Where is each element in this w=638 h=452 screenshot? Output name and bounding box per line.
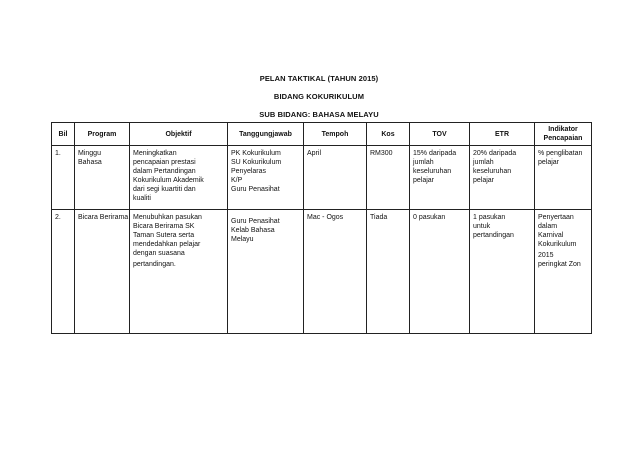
cell-line: Penyelaras: [231, 168, 267, 175]
cell-tempoh: April: [304, 146, 367, 210]
table-row: [52, 210, 592, 334]
cell-line: untuk: [473, 223, 491, 230]
cell-line: Menubuhkan pasukan: [133, 214, 202, 221]
cell-line: 0 pasukan: [413, 214, 446, 221]
cell-line: Guru Penasihat: [231, 218, 280, 225]
cell-kos: Tiada: [367, 210, 410, 334]
cell-line: keseluruhan: [473, 168, 512, 175]
column-header-tov: TOV: [410, 123, 470, 146]
cell-line: Kokurikulum Akademik: [133, 177, 204, 184]
cell-line: Karnival: [538, 232, 564, 239]
cell-line: pertandingan.: [133, 261, 176, 268]
cell-tempoh: Mac - Ogos: [304, 210, 367, 334]
cell-line: dalam Pertandingan: [133, 168, 196, 175]
cell-line: 2015: [538, 252, 554, 259]
cell-etr: [470, 210, 535, 334]
cell-indikator: [535, 210, 592, 334]
cell-line: pelajar: [413, 177, 435, 184]
cell-line: kualiti: [133, 195, 151, 202]
column-header-etr: ETR: [470, 123, 535, 146]
cell-bil: 2.: [52, 210, 75, 334]
cell-line: Taman Sutera serta: [133, 232, 195, 239]
tactical-plan-table: [51, 122, 592, 334]
document-title: PELAN TAKTIKAL (TAHUN 2015): [259, 74, 379, 83]
cell-line: 15% daripada: [413, 150, 457, 157]
cell-etr: [470, 146, 535, 210]
cell-line: pencapaian prestasi: [133, 159, 196, 166]
column-header-tanggungjawab: Tanggungjawab: [228, 123, 304, 146]
column-header-kos: Kos: [367, 123, 410, 146]
cell-line: jumlah: [473, 159, 494, 166]
cell-bil: 1.: [52, 146, 75, 210]
cell-tanggungjawab: [228, 210, 304, 334]
cell-tov: [410, 146, 470, 210]
cell-line: Kokurikulum: [538, 241, 577, 248]
cell-program: Minggu Bahasa: [75, 146, 130, 210]
cell-tov: [410, 210, 470, 334]
cell-line: pelajar: [538, 159, 560, 166]
cell-kos: RM300: [367, 146, 410, 210]
column-header-objektif: Objektif: [130, 123, 228, 146]
cell-line: % penglibatan: [538, 150, 583, 157]
bidang-heading: BIDANG KOKURIKULUM: [273, 92, 365, 101]
table-header-row: [52, 123, 592, 146]
cell-line: Bicara Berirama SK: [133, 223, 195, 230]
cell-line: peringkat Zon: [538, 261, 581, 268]
cell-line: SU Kokurikulum: [231, 159, 282, 166]
cell-line: keseluruhan: [413, 168, 452, 175]
column-header-tempoh: Tempoh: [304, 123, 367, 146]
cell-line: Meningkatkan: [133, 150, 177, 157]
cell-line: jumlah: [413, 159, 434, 166]
column-header-bil: Bil: [52, 123, 75, 146]
column-header-indikator: Indikator Pencapaian: [535, 123, 592, 146]
cell-line: K/P: [231, 177, 243, 184]
cell-program: Bicara Berirama: [75, 210, 130, 334]
cell-line: dari segi kuartiti dan: [133, 186, 196, 193]
table-row: [52, 146, 592, 210]
cell-line: Kelab Bahasa: [231, 227, 275, 234]
cell-line: dengan suasana: [133, 250, 185, 257]
cell-line: Melayu: [231, 236, 254, 243]
cell-objektif: [130, 146, 228, 210]
cell-indikator: [535, 146, 592, 210]
cell-line: Penyertaan: [538, 214, 574, 221]
cell-objektif: [130, 210, 228, 334]
sub-bidang-heading: SUB BIDANG: BAHASA MELAYU: [259, 110, 379, 119]
cell-line: pertandingan: [473, 232, 514, 239]
cell-line: pelajar: [473, 177, 495, 184]
cell-tanggungjawab: [228, 146, 304, 210]
cell-line: mendedahkan pelajar: [133, 241, 201, 248]
cell-line: 20% daripada: [473, 150, 517, 157]
cell-line: PK Kokurikulum: [231, 150, 281, 157]
column-header-program: Program: [75, 123, 130, 146]
cell-line: Guru Penasihat: [231, 186, 280, 193]
cell-line: dalam: [538, 223, 558, 230]
cell-line: 1 pasukan: [473, 214, 506, 221]
